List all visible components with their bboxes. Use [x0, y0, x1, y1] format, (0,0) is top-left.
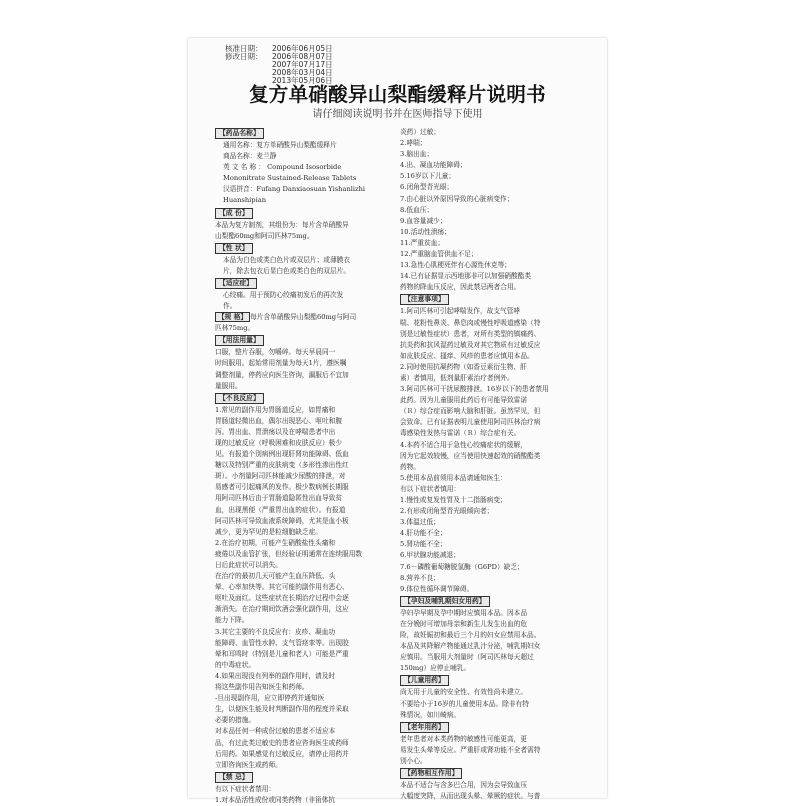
section-heading-composition: 【成 份】: [215, 208, 253, 219]
text-line: 用阿司匹林后由于胃肠道隐匿性出血导致贫: [215, 494, 343, 503]
text-line: 素）者慎用，低剂量肝素治疗者例外。: [400, 373, 514, 382]
text-line: 如皮肤反应、搔痒、风疹的患者应慎用本品。: [400, 351, 534, 360]
section-heading-specification: 【规 格】: [215, 312, 250, 322]
text-line: 的中毒症状。: [215, 660, 256, 669]
text-line: 5.肾功能不全；: [400, 540, 447, 549]
revision-date: 2013年05月06日: [272, 76, 333, 85]
text-line: 4.出、凝血功能障碍；: [400, 161, 467, 170]
precautions-section: [400, 306, 586, 594]
text-line: 老年患者对本类药物的敏感性可能更高，更: [400, 734, 528, 743]
section-heading-elderly: 【老年用药】: [400, 722, 449, 733]
text-line: （Ｒ）综合症而影响大脑和肝脏。虽然罕见，但: [400, 407, 541, 416]
text-line: 1.对本品活性成份或同类药物（非甾体抗: [215, 795, 336, 804]
text-line: 此药。因为儿童服用此药后有可能导致雷诺: [400, 396, 528, 405]
text-line: 品，有过此类过敏史的患者应咨询医生或药师: [215, 738, 349, 747]
text-line: 12.严重脑血管供血不足；: [400, 250, 478, 259]
text-line: 晕、心率加快等。其它可能的副作用有恶心、: [215, 583, 349, 592]
specification-text: 匹林75mg。: [215, 324, 255, 333]
text-line: 3.其它主要的不良反应有：皮疹、凝血功: [215, 627, 336, 636]
text-line: 通用名称：复方单硝酸异山梨酯缓释片: [223, 141, 337, 149]
text-line: 血，出现黑便（严重胃出血的症状）。有报道: [215, 505, 346, 514]
section-heading-interactions: 【药物相互作用】: [400, 768, 462, 779]
revision-date: 2008年03月04日: [272, 68, 333, 77]
text-line: 必要的措施。: [215, 716, 256, 725]
revision-label: 修改日期：: [225, 52, 263, 61]
adverse-reactions-section: [215, 405, 386, 771]
text-line: 在治疗的最初几天可能产生血压降低、头: [215, 572, 336, 581]
drug-name-section: [215, 140, 386, 207]
text-line: 本品为复方制剂，其组份为：每片含单硝酸异: [215, 220, 349, 229]
text-line: 3.体温过低；: [400, 518, 440, 527]
text-line: 抗炎药和抗风湿药过敏及对其它物质有过敏反应: [400, 340, 541, 349]
text-line: 8.营养不良；: [400, 573, 440, 582]
children-section: [400, 687, 586, 720]
revision-label: 核准日期：: [225, 44, 263, 53]
appearance-section: [215, 255, 386, 277]
document-title: 复方单硝酸异山梨酯缓释片说明书: [248, 83, 546, 106]
text-line: 7.由心脏以外原因导致的心脏病变作；: [400, 194, 514, 203]
left-column: [215, 127, 386, 806]
text-line: 炎药）过敏；: [400, 128, 441, 136]
text-line: 10.活动性溃疡；: [400, 227, 451, 236]
text-line: 糖以及特别严重的皮肤病变（多形性渗出性红: [215, 461, 349, 470]
text-line: 6.甲状腺功能减退；: [400, 551, 460, 560]
text-line: 易感者可引起痛风的发作。极少数病例长期服: [215, 483, 349, 492]
interactions-section: [400, 780, 586, 802]
text-line: 心绞痛。用于预防心绞痛初发后的再次发: [223, 290, 344, 299]
text-line: 2.在治疗初期，可能产生硝酸盐性头痛和: [215, 538, 336, 547]
text-line: 本品不适合与含多巴合用，因为会导致血压: [400, 780, 528, 789]
text-line: 泻。胃出血、胃溃疡以及在哮喘患者中出: [215, 427, 336, 436]
text-line: 150mg）应停止哺乳。: [400, 664, 471, 673]
text-line: 在分娩时可增加母亲和新生儿发生出血的危: [400, 619, 528, 628]
section-heading-drug-name: 【药品名称】: [215, 128, 264, 139]
text-line: 本品为白色或类白色片或双层片；或薄膜衣: [223, 255, 351, 264]
revision-date: 2006年06月05日: [272, 44, 333, 53]
text-line: 调整剂量，停药应向医生咨询，漏服后不宜加: [215, 370, 349, 379]
section-heading-pregnancy: 【孕妇及哺乳期妇女用药】: [400, 596, 490, 607]
elderly-section: [400, 734, 586, 767]
text-line: 能障碍、血管性水肿、支气管痉挛等。出现胶: [215, 638, 349, 647]
revision-label: [225, 61, 272, 69]
text-line: Huanshipian: [223, 196, 267, 205]
revision-dates: [225, 45, 333, 85]
text-line: 14.已有证据显示西地那非可以加强硝酸酯类: [400, 272, 532, 281]
text-line: 5.使用本品前须用本品请通知医生：: [400, 473, 507, 482]
text-line: 别是过敏性症状）患者，对所有类型的镇痛药、: [400, 329, 541, 338]
text-line: 9.血容量减少；: [400, 216, 447, 225]
text-line: 险，故妊娠初和最后三个月的妇女应禁用本品。: [400, 631, 541, 640]
text-line: 因为它起效较慢，应当使用快速起效的硝酸酯类: [400, 451, 541, 460]
text-line: 作。: [223, 302, 237, 311]
contraindications-continued: [400, 127, 586, 293]
text-line: 渐消失。在治疗期间饮酒会强化副作用，这应: [215, 605, 349, 614]
text-line: 9.体位性循环调节障碍。: [400, 584, 474, 593]
specification-line: [215, 312, 386, 323]
text-line: 3.阿司匹林可干扰尿酸排泄。16岁以下的患者禁用: [400, 385, 549, 394]
text-line: 减少，更为罕见的是粒细胞缺乏症。: [215, 527, 322, 536]
text-line: 会致命。已有证据表明儿童使用阿司匹林治疗病: [400, 418, 541, 427]
revision-date: 2006年08月07日: [272, 52, 333, 61]
text-line: 4.本药不适合用于急性心绞痛症状的缓解，: [400, 440, 527, 449]
package-insert-sheet: [188, 38, 607, 804]
text-line: 现的过敏反应（呼吸困难和皮肤反应）极少: [215, 438, 343, 447]
composition-section: [215, 220, 386, 242]
text-line: 将这些副作用告知医生和药师。: [215, 683, 309, 692]
text-line: 不要给小于16岁的儿童使用本品。除非有特: [400, 699, 529, 708]
text-line: 药物的降血压反应，因此禁忌两者合用。: [400, 283, 521, 292]
text-line: 孕妇孕早期及孕中期时应慎用本品。因本品: [400, 608, 528, 617]
text-line: 能力下降。: [215, 616, 249, 625]
text-line: 尚无用于儿童的安全性、有效性尚未建立。: [400, 688, 528, 697]
text-line: 3.脑出血；: [400, 150, 434, 159]
text-line: 易发生头晕等反应。严重肝或肾功能不全者需特: [400, 745, 541, 754]
text-line: 喘、花粉性鼻炎、鼻息肉或慢性呼吸道感染（特: [400, 318, 541, 327]
text-line: 1.慢性或复发性胃及十二指肠病变；: [400, 496, 507, 504]
text-line: 本品及其降解产物能通过乳汁分泌，哺乳期妇女: [400, 642, 541, 651]
text-line: 毒感染性发热与雷诺（Ｒ）综合症有关。: [400, 429, 521, 438]
text-line: 1.常见的副作用为胃肠道反应，如胃痛和: [215, 405, 336, 414]
section-heading-children: 【儿童用药】: [400, 675, 449, 686]
text-line: 口服，整片吞服，勿嚼碎。每天早晨同一: [215, 348, 336, 357]
section-heading-adverse-reactions: 【不良反应】: [215, 393, 264, 404]
document-subtitle: 请仔细阅读说明书并在医师指导下使用: [312, 109, 483, 120]
text-line: 见。有报道个别病例出现肝肾功能障碍、低血: [215, 450, 349, 459]
text-line: 后用药。如果感觉有过敏反应，请停止用药并: [215, 749, 349, 758]
section-heading-indications: 【适应症】: [215, 278, 257, 289]
text-line: 汉语拼音：Fufang Danxiaosuan Yishanlizhi: [223, 185, 366, 194]
text-line: 1.阿司匹林可引起哮喘发作，故支气管哮: [400, 307, 521, 316]
text-line: 疲倦以及血管扩张，但经验证明通常在连续服用数: [215, 549, 363, 558]
text-line: 胃肠道轻微出血，偶尔出现恶心、呕吐和腹: [215, 416, 343, 425]
text-line: 7.6－磷酸葡萄糖脱氢酶（G6PD）缺乏；: [400, 562, 524, 571]
section-heading-appearance: 【性 状】: [215, 243, 253, 254]
text-line: 阿司匹林可导致血液系统障碍，尤其是血小板: [215, 516, 349, 525]
text-line: 殊情况，如川崎病。: [400, 710, 461, 719]
text-line: 8.低血压；: [400, 205, 434, 214]
text-line: 时间服用。起始常用剂量为每天1片，遵医嘱: [215, 359, 347, 368]
text-line: 别小心。: [400, 756, 427, 765]
section-heading-dosage: 【用法用量】: [215, 335, 264, 346]
text-line: 应慎用。当服用大剂量时（阿司匹林每天超过: [400, 653, 534, 662]
text-line: 药物。: [400, 462, 421, 471]
text-line: 对本品任何一种成份过敏的患者不适应本: [215, 727, 336, 736]
text-line: 山梨酯60mg和阿司匹林75mg。: [215, 231, 314, 240]
section-heading-precautions: 【注意事项】: [400, 294, 449, 305]
text-line: 片，除去包衣后显白色或类白色的双层片。: [223, 266, 351, 275]
text-line: 生，以便医生能及时判断副作用的程度并采取: [215, 705, 349, 714]
text-line: 2.同时使用抗凝药物（如香豆素衍生物、肝: [400, 362, 527, 371]
text-line: Mononitrate Sustained-Release Tablets: [223, 174, 357, 183]
text-line: 13.急性心肌梗死伴有心源性休克等；: [400, 261, 511, 270]
pregnancy-section: [400, 608, 586, 675]
text-line: 日后此症状可以消失。: [215, 561, 282, 569]
text-line: 立即咨询医生或药师。: [215, 760, 282, 769]
text-line: 斑）。小剂量阿司匹林能减少尿酸的排泄，对: [215, 472, 346, 481]
text-line: 11.严重贫血；: [400, 238, 445, 247]
dosage-section: [215, 347, 386, 391]
text-line: 商品名称：麦兰静: [223, 152, 277, 161]
text-line: 有以下症状者禁用：: [215, 784, 276, 793]
text-line: 6.闭角型青光眼；: [400, 183, 454, 192]
text-line: -旦出现副作用，应立即停药并通知医: [215, 694, 325, 703]
text-line: 4.肝功能不全；: [400, 529, 447, 538]
section-heading-contraindications: 【禁 忌】: [215, 772, 253, 783]
specification-text: 每片含单硝酸异山梨酯60mg与阿司: [250, 313, 357, 322]
text-line: 有以下症状者慎用：: [400, 484, 461, 493]
indications-section: [215, 290, 386, 312]
right-column: [400, 127, 586, 802]
text-line: 呕吐及面红。这些症状在长期治疗过程中会逐: [215, 594, 349, 603]
text-line: 5.16岁以下儿童；: [400, 172, 456, 181]
text-line: 晕和耳鸣时（特别是儿童和老人）可能是严重: [215, 649, 349, 658]
text-line: 2.有形成闭角型青光眼倾向者；: [400, 507, 494, 516]
text-line: 量服用。: [215, 381, 242, 390]
revision-date: 2007年07月17日: [272, 60, 333, 69]
text-line: 4.如果出现没有列举的副作用时，请及时: [215, 671, 336, 680]
text-line: 大幅度突降，从而出现头晕、晕厥的症状。与普: [400, 792, 541, 801]
text-line: 英 文 名 称 ： Compound Isosorbide: [223, 163, 342, 172]
text-line: 2.哮喘；: [400, 139, 427, 148]
contraindications-section: [215, 784, 386, 806]
revision-label: [225, 69, 272, 77]
